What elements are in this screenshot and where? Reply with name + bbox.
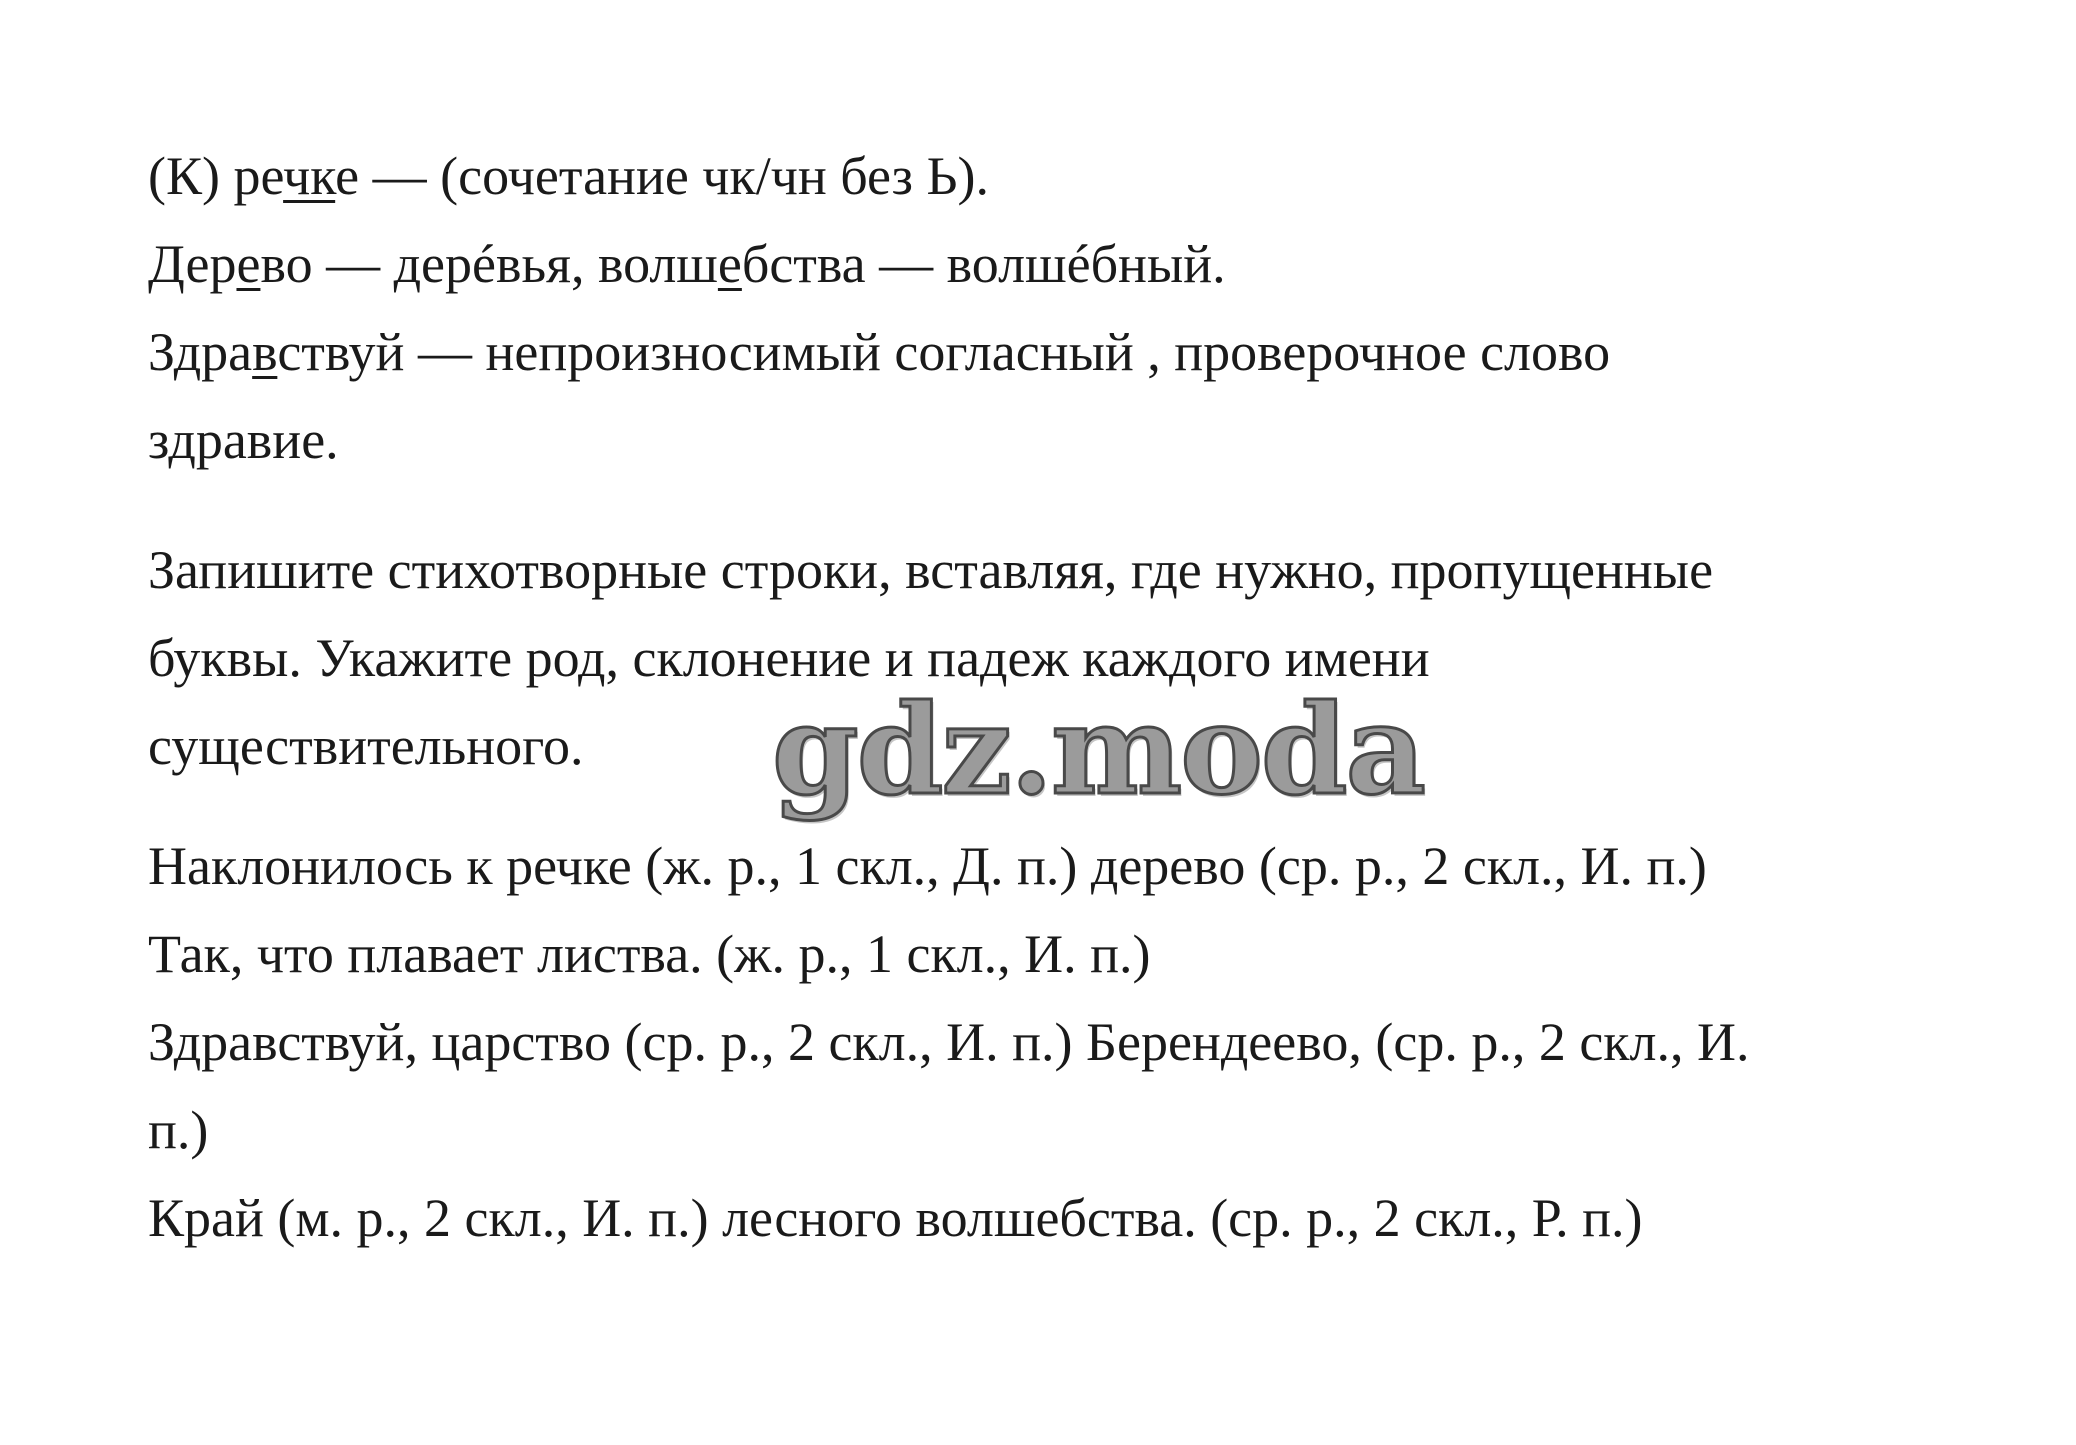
rule-line-rechke: (К) речке — (сочетание чк/чн без Ь). <box>148 146 989 206</box>
poem-line-5: Край (м. р., 2 скл., И. п.) лесного волшебства. (ср. р., 2 скл., Р. п.) <box>148 1188 1643 1248</box>
rule-line-zdravstvuy: Здравствуй — непроизносимый согласный , проверочное слово <box>148 322 1611 382</box>
task-text-line-1: Запишите стихотворные строки, вставляя, где нужно, пропущенные <box>148 540 1714 600</box>
task-text-line-3: существительного. <box>148 716 584 776</box>
rule-line-derevo: Дерево — дерéвья, волшебства — волшéбный. <box>148 234 1226 294</box>
poem-line-3: Здравствуй, царство (ср. р., 2 скл., И. п.) Берендеево, (ср. р., 2 скл., И. <box>148 1012 1750 1072</box>
task-text-line-2: буквы. Укажите род, склонение и падеж каждого имени <box>148 628 1430 688</box>
underlined-letters: чк <box>283 146 336 206</box>
poem-line-4: п.) <box>148 1100 209 1160</box>
watermark-logo: gdz.moda <box>772 678 1424 823</box>
poem-line-1: Наклонилось к речке (ж. р., 1 скл., Д. п.) дерево (ср. р., 2 скл., И. п.) <box>148 836 1707 896</box>
rule-line-zdravie: здравие. <box>148 410 339 470</box>
underlined-letter: е <box>717 234 742 294</box>
underlined-letter: в <box>252 322 278 382</box>
poem-line-2: Так, что плавает листва. (ж. р., 1 скл., И. п.) <box>148 924 1151 984</box>
underlined-letter: е <box>236 234 261 294</box>
